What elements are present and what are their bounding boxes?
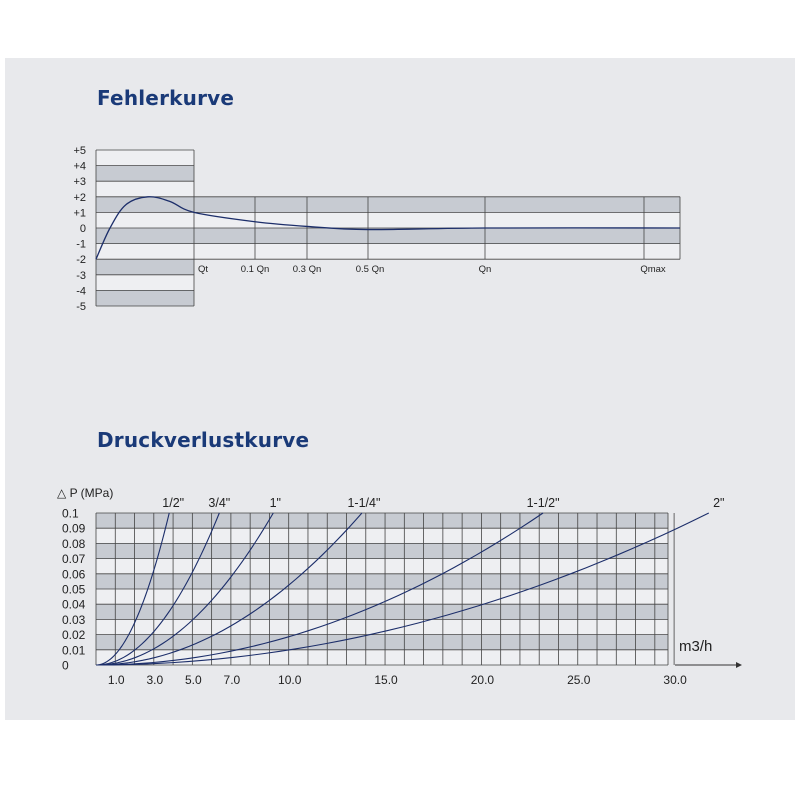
series-label: 1" [269,496,281,510]
x-tick-label: 1.0 [107,673,125,687]
y-tick-label: 0.03 [62,612,86,627]
band [96,528,668,543]
y-tick-label: +5 [73,145,86,157]
y-tick-label: 0.07 [62,552,86,567]
band [96,513,668,528]
y-tick-label: 0.09 [62,521,86,536]
y-tick-label: +1 [73,207,86,220]
y-tick-label: -3 [76,269,86,282]
x-tick-label: 20.0 [470,673,495,687]
x-tick-label: 5.0 [185,673,202,687]
series-label: 1/2" [162,496,185,510]
y-axis-label: △ P (MPa) [57,486,114,500]
band [96,604,668,619]
y-tick-label: 0.06 [62,567,86,582]
band [96,650,668,665]
band [96,635,668,650]
series-label: 1-1/4" [347,496,381,510]
y-tick-label: +2 [73,191,86,204]
y-tick-label: 0.02 [62,628,86,643]
y-tick-label: 0 [79,223,86,235]
band [96,543,668,558]
x-tick-label: 25.0 [567,673,591,687]
x-axis-arrowhead [736,662,742,668]
x-tick-label: 7.0 [223,673,241,687]
series-label: 2" [713,496,725,510]
x-tick-label: Qt [198,264,209,275]
series-label: 1-1/2" [526,496,560,510]
pressure-loss-title: Druckverlustkurve [97,428,310,452]
y-tick-label: -5 [76,301,86,313]
y-tick-label: 0.01 [62,643,86,658]
x-tick-label: 0.3 Qn [292,264,322,275]
x-tick-label: 15.0 [374,673,398,687]
y-tick-label: 0 [62,658,69,673]
y-tick-label: +3 [73,176,86,189]
x-tick-label: Qmax [640,264,666,275]
y-tick-label: 0.08 [62,536,86,551]
y-tick-label: -4 [76,285,86,298]
x-tick-label: Qn [478,264,492,275]
x-tick-label: 0.5 Qn [355,264,385,275]
y-tick-label: -1 [76,238,86,251]
y-tick-label: 0.04 [62,597,86,612]
y-tick-label: 0.05 [62,582,86,597]
x-tick-label: 0.1 Qn [240,264,270,275]
y-tick-label: 0.1 [62,506,79,521]
y-tick-label: -2 [76,254,86,267]
y-tick-label: +4 [73,160,86,173]
x-tick-label: 3.0 [146,673,164,687]
x-tick-label: 30.0 [663,673,687,687]
series-label: 3/4" [208,496,231,510]
error-curve-title: Fehlerkurve [97,86,235,110]
x-tick-label: 10.0 [278,673,302,687]
band [96,574,668,589]
x-axis-label: m3/h [679,638,713,655]
band [96,559,668,574]
